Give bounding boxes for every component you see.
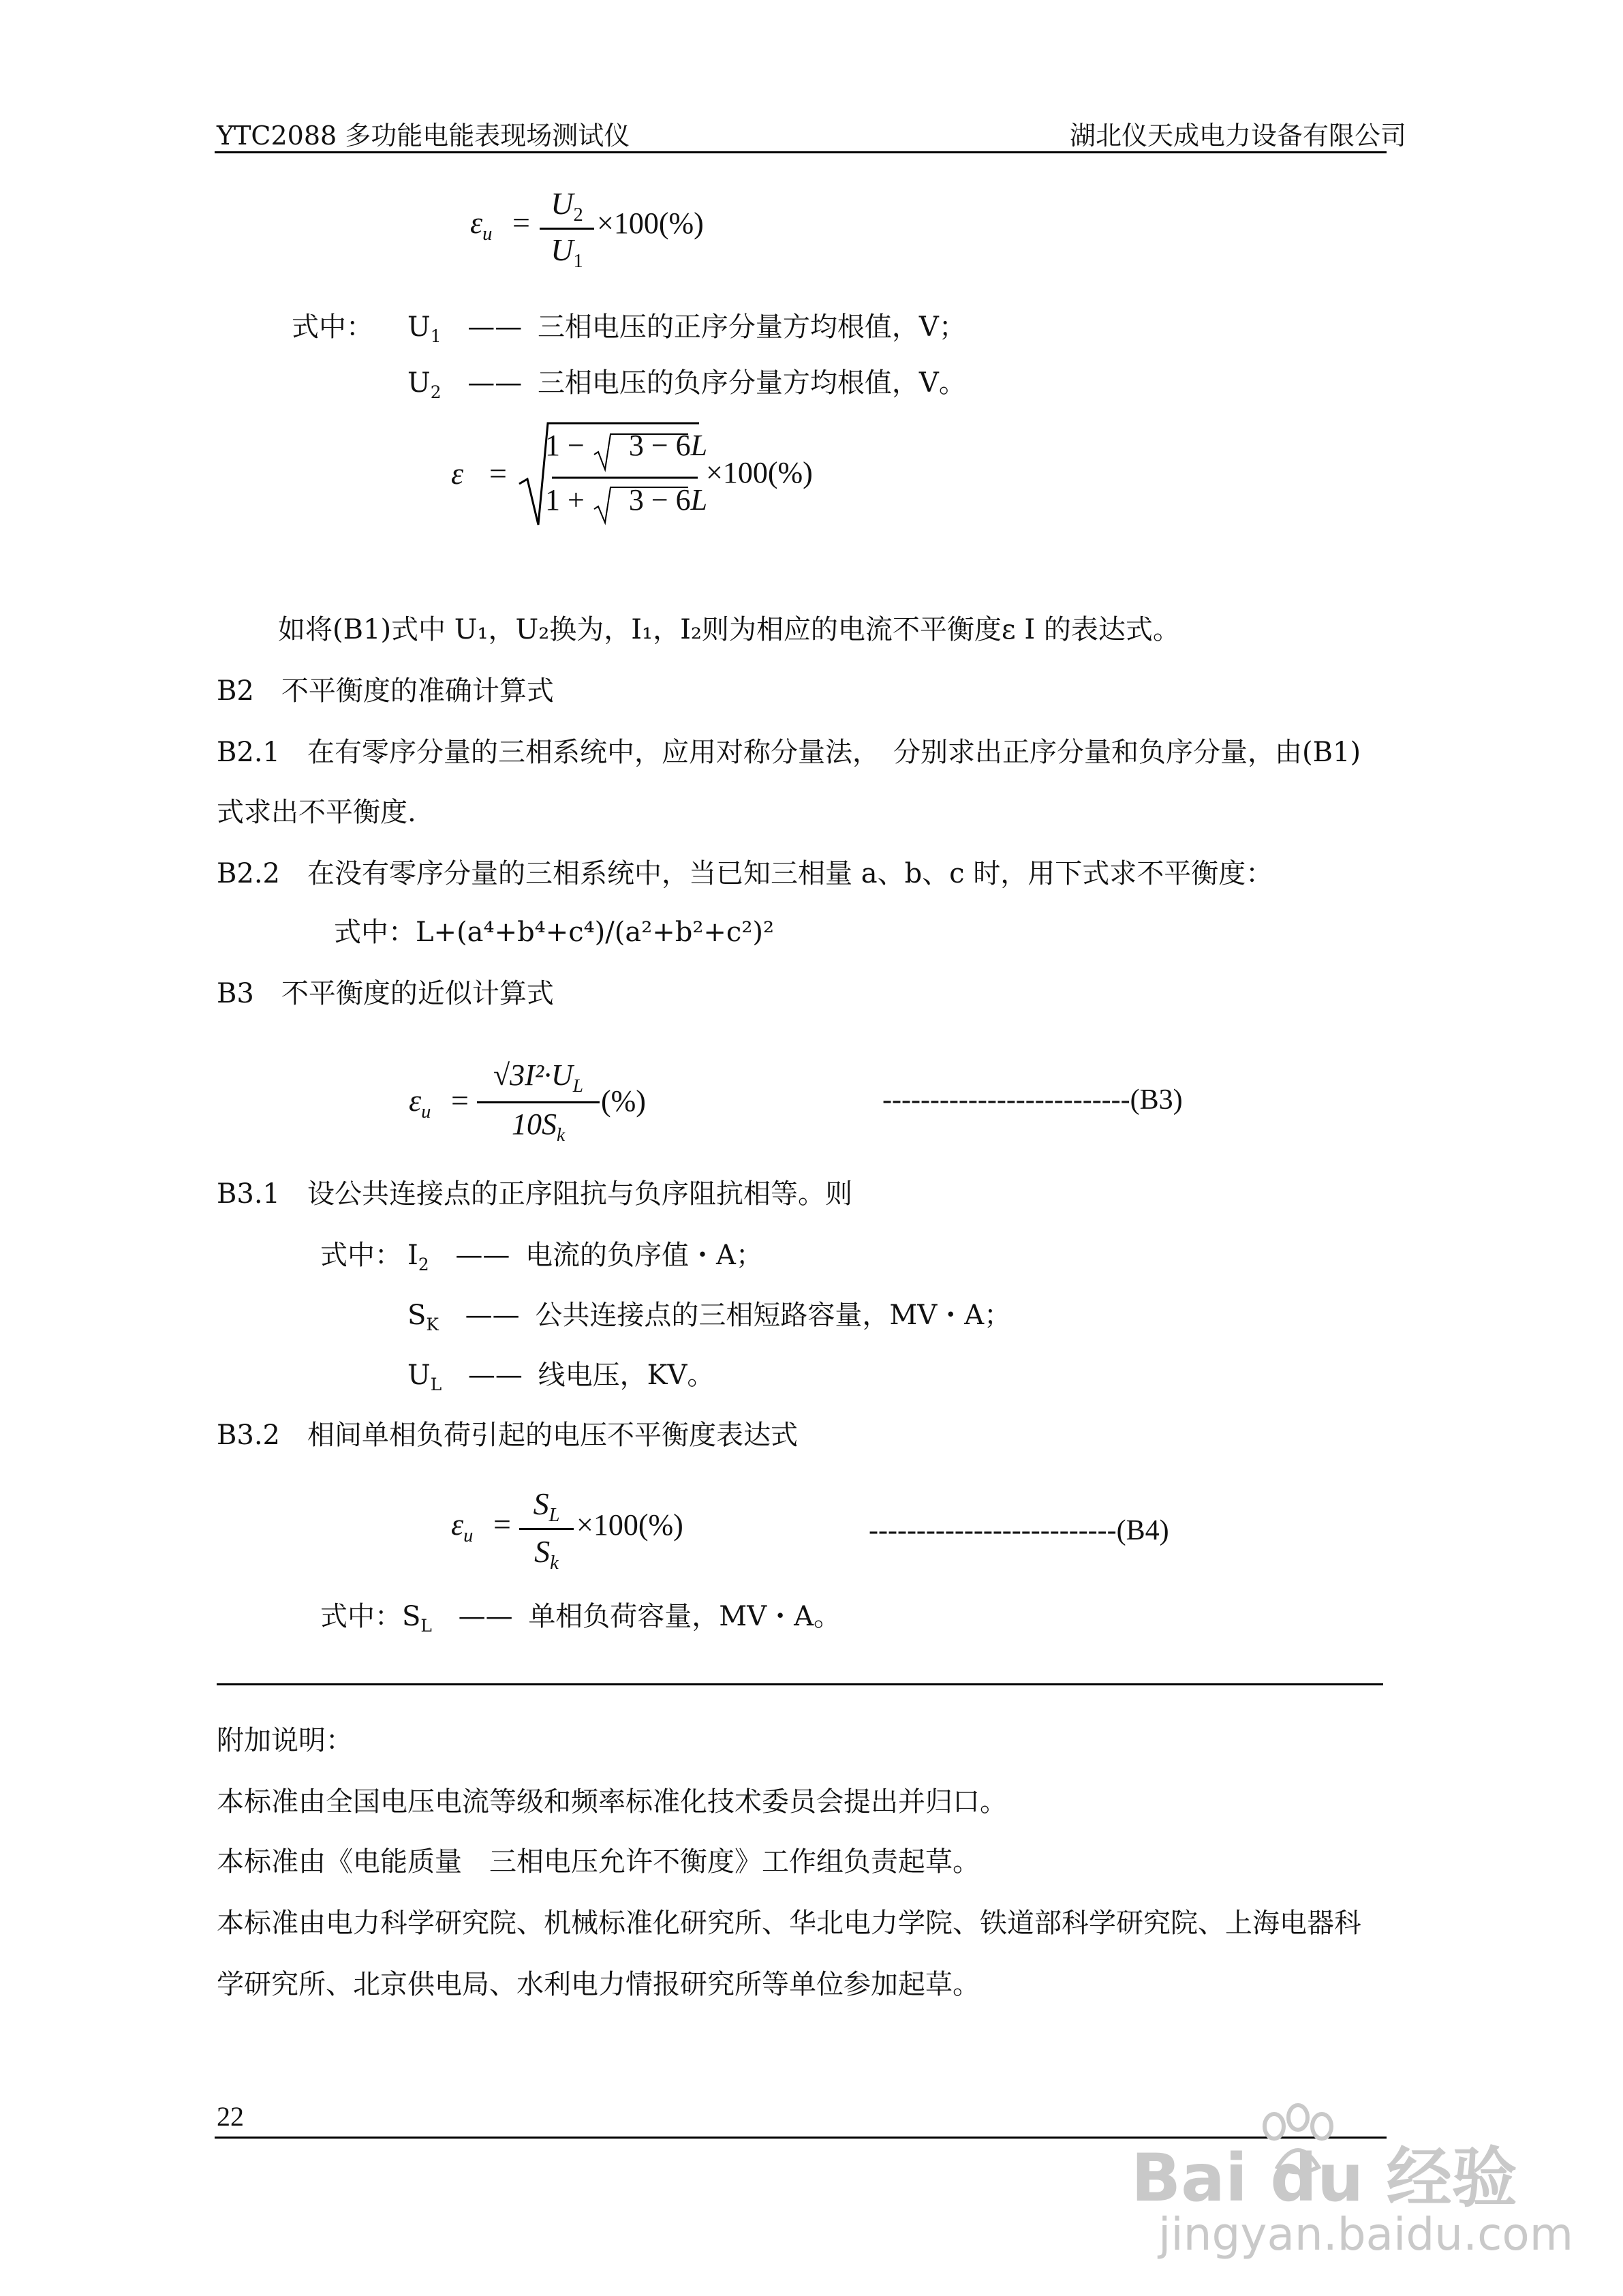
where3-item-i2: $I_2$ —— 电流的负序值・A； [407,1240,763,1274]
where1-item-u2: $U_2$ —— 三相电压的负序分量方均根值，V。 [407,367,966,402]
header-left: YTC2088 多功能电能表现场测试仪 [217,121,630,151]
header-rule [215,151,1387,153]
b32: B3.2 相间单相负荷引起的电压不平衡度表达式 [217,1420,799,1451]
watermark-logo: Bai du 经验 [1131,2140,1517,2216]
page-number: 22 [217,2101,244,2132]
eq2-numerator: 1 − 3 − 6L [545,429,708,462]
b22: B2.2 在没有零序分量的三相系统中，当已知三相量 a、b、c 时，用下式求不平衡度： [217,858,1273,889]
notes-line: 学研究所、北京供电局、水利电力情报研究所等单位参加起草。 [217,1969,980,2000]
b21-line1: B2.1 在有零序分量的三相系统中，应用对称分量法， 分别求出正序分量和负序分量，由(B1) [217,737,1361,768]
notes-line: 本标准由全国电压电流等级和频率标准化技术委员会提出并归口。 [217,1786,1007,1818]
b2-title: B2 不平衡度的准确计算式 [217,675,554,707]
b21-line2: 式求出不平衡度. [217,797,416,828]
eq3-tag: --------------------------(B3) [882,1084,1183,1116]
header-right: 湖北仪天成电力设备有限公司 [1070,121,1407,151]
where1-label: 式中： [292,311,373,343]
where4: 式中：$S_L$ —— 单相负荷容量，MV・A。 [320,1601,841,1636]
where3-label: 式中： [320,1240,402,1271]
eq2-denominator: 1 + 3 − 6L [545,483,708,517]
para-b1: 如将(B1)式中 U₁，U₂换为，I₁，I₂则为相应的电流不平衡度ε I 的表达式。 [278,614,1180,645]
eq4-tag: --------------------------(B4) [869,1515,1169,1546]
where3-item-sk: $S_K$ —— 公共连接点的三相短路容量，MV・A； [407,1300,1012,1334]
notes-title: 附加说明： [217,1725,353,1756]
where1-item-u1: $U_1$ —— 三相电压的正序分量方均根值，V； [407,311,966,346]
watermark-url: jingyan.baidu.com [1158,2208,1574,2261]
notes-rule [217,1683,1383,1685]
notes-line: 本标准由电力科学研究院、机械标准化研究所、华北电力学院、铁道部科学研究院、上海电器科 [217,1908,1361,1939]
notes-line: 本标准由《电能质量 三相电压允许不衡度》工作组负责起草。 [217,1846,980,1878]
b3-title: B3 不平衡度的近似计算式 [217,978,554,1009]
b22-formula: 式中：L+(a⁴+b⁴+c⁴)/(a²+b²+c²)² [334,917,774,948]
b31: B3.1 设公共连接点的正序阻抗与负序阻抗相等。则 [217,1178,853,1210]
where3-item-ul: $U_L$ —— 线电压，KV。 [407,1360,715,1394]
